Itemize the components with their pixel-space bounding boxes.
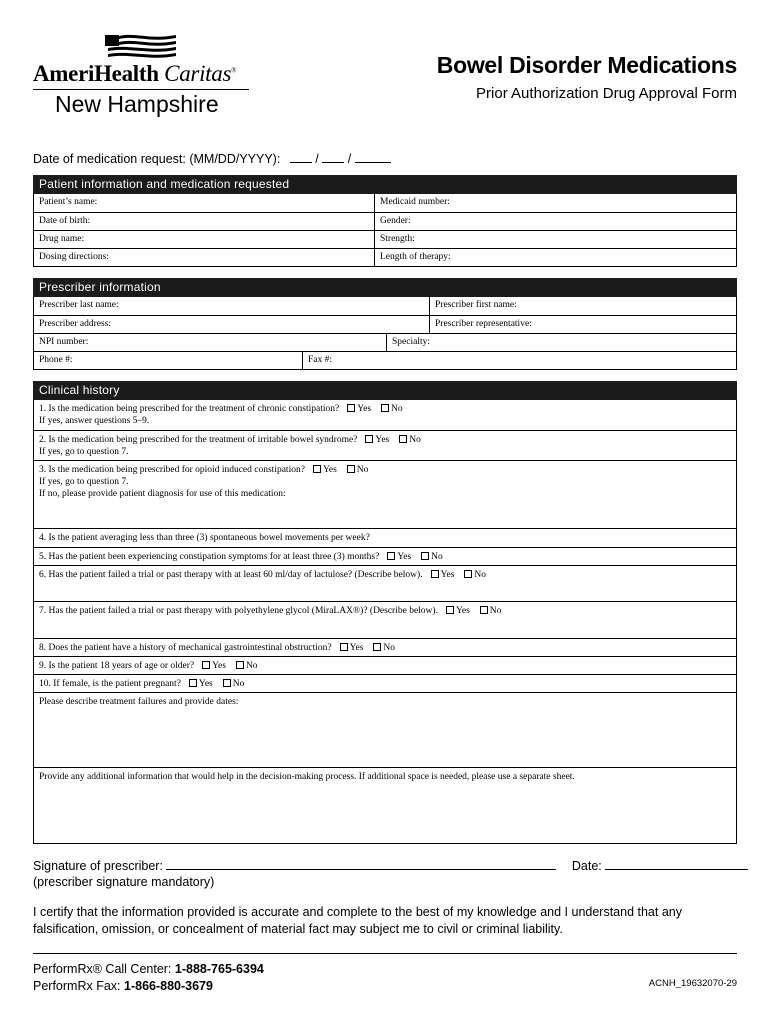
- no-checkbox[interactable]: [464, 570, 472, 578]
- question-text: 4. Is the patient averaging less than three (3) spontaneous bowel movements per week?: [39, 533, 370, 543]
- no-label: No: [383, 643, 396, 653]
- footer-divider: [33, 953, 737, 954]
- yes-label: Yes: [357, 404, 372, 414]
- question-note: If yes, answer questions 5–9.: [39, 416, 150, 426]
- question-text: 8. Does the patient have a history of mechanical gastrointestinal obstruction? Yes No: [39, 643, 396, 653]
- yes-checkbox[interactable]: [365, 435, 373, 443]
- no-label: No: [409, 435, 421, 445]
- prescriber-first-name-field[interactable]: Prescriber first name:: [429, 297, 736, 315]
- signature-note: (prescriber signature mandatory): [33, 875, 215, 889]
- prescriber-last-name-field[interactable]: Prescriber last name:: [39, 300, 119, 310]
- yes-checkbox[interactable]: [313, 465, 321, 473]
- question-row: [34, 638, 736, 656]
- no-checkbox[interactable]: [236, 661, 244, 669]
- prescriber-section: [33, 278, 737, 370]
- question-row: [34, 656, 736, 674]
- question-text: Provide any additional information that would help in the decision-making process. If additional space is needed, please use a separate sheet.: [39, 772, 575, 782]
- length-of-therapy-field[interactable]: Length of therapy:: [374, 249, 736, 266]
- prescriber-section-heading: Prescriber information: [33, 278, 737, 297]
- year-field[interactable]: [355, 153, 391, 163]
- fax-field[interactable]: Fax #:: [302, 352, 736, 369]
- table-row: [34, 194, 736, 212]
- form-title: Bowel Disorder Medications: [436, 52, 737, 78]
- medicaid-number-field[interactable]: Medicaid number:: [374, 194, 736, 212]
- brand-state: New Hampshire: [55, 91, 219, 117]
- clinical-history-heading: Clinical history: [33, 381, 737, 400]
- no-label: No: [474, 570, 487, 580]
- question-text: Please describe treatment failures and provide dates:: [39, 697, 239, 707]
- no-checkbox[interactable]: [399, 435, 407, 443]
- no-label: No: [245, 661, 258, 671]
- day-field[interactable]: [322, 153, 344, 163]
- no-checkbox[interactable]: [381, 404, 389, 412]
- question-text: 3. Is the medication being prescribed for opioid induced constipation? Yes No: [39, 465, 369, 475]
- yes-checkbox[interactable]: [340, 643, 348, 651]
- yes-label: Yes: [375, 435, 390, 445]
- question-text: 1. Is the medication being prescribed for the treatment of chronic constipation? Yes No: [39, 404, 403, 414]
- question-note: If yes, go to question 7.: [39, 477, 129, 487]
- table-row: [34, 230, 736, 248]
- prescriber-representative-field[interactable]: Prescriber representative:: [429, 316, 736, 333]
- gender-field[interactable]: Gender:: [374, 213, 736, 230]
- no-checkbox[interactable]: [421, 552, 429, 560]
- yes-checkbox[interactable]: [387, 552, 395, 560]
- yes-checkbox[interactable]: [189, 679, 197, 687]
- question-row[interactable]: [34, 767, 736, 843]
- no-label: No: [489, 606, 502, 616]
- npi-number-field[interactable]: NPI number:: [39, 337, 89, 347]
- form-subtitle: Prior Authorization Drug Approval Form: [476, 85, 737, 102]
- question-text: 10. If female, is the patient pregnant? Yes No: [39, 679, 245, 689]
- brand-name: AmeriHealth Caritas®: [33, 61, 237, 86]
- patient-name-field[interactable]: Patient’s name:: [39, 197, 98, 207]
- no-label: No: [232, 679, 245, 689]
- logo-divider: [33, 89, 249, 90]
- month-field[interactable]: [290, 153, 312, 163]
- no-label: No: [431, 552, 443, 562]
- question-note: If yes, go to question 7.: [39, 447, 129, 457]
- drug-name-field[interactable]: Drug name:: [39, 234, 85, 244]
- table-row: [34, 351, 736, 369]
- yes-label: Yes: [397, 552, 412, 562]
- yes-label: Yes: [349, 643, 364, 653]
- question-row: [34, 400, 736, 430]
- strength-field[interactable]: Strength:: [374, 231, 736, 248]
- specialty-field[interactable]: Specialty:: [386, 334, 736, 351]
- patient-section-heading: Patient information and medication requested: [33, 175, 737, 194]
- date-label: Date:: [571, 859, 602, 873]
- certification-statement: I certify that the information provided is accurate and complete to the best of my knowledge and I understand that any falsification, omission, or concealment of material fact may subject me to civil or criminal liability.: [33, 905, 682, 936]
- no-checkbox[interactable]: [373, 643, 381, 651]
- phone-field[interactable]: Phone #:: [39, 355, 73, 365]
- question-row: [34, 528, 736, 547]
- yes-label: Yes: [322, 465, 337, 475]
- signature-date-field[interactable]: [605, 858, 748, 870]
- question-row: [34, 674, 736, 692]
- question-note: If no, please provide patient diagnosis for use of this medication:: [39, 489, 286, 499]
- table-row: [34, 212, 736, 230]
- question-text: 2. Is the medication being prescribed for the treatment of irritable bowel syndrome? Yes No: [39, 435, 421, 445]
- form-id: ACNH_19632070-29: [648, 978, 737, 989]
- clinical-questions: [33, 400, 737, 844]
- yes-label: Yes: [198, 679, 213, 689]
- no-label: No: [356, 465, 369, 475]
- clinical-history-section: [33, 381, 737, 844]
- question-row: [34, 601, 736, 638]
- table-row: [34, 333, 736, 351]
- flag-icon: [105, 33, 177, 59]
- no-label: No: [391, 404, 403, 414]
- question-row: [34, 460, 736, 528]
- fax-number: 1-866-880-3679: [124, 979, 213, 993]
- signature-label: Signature of prescriber:: [33, 859, 163, 873]
- no-checkbox[interactable]: [223, 679, 231, 687]
- question-text: 5. Has the patient been experiencing constipation symptoms for at least three (3) months? Yes No: [39, 552, 443, 562]
- question-row: [34, 565, 736, 601]
- dosing-directions-field[interactable]: Dosing directions:: [39, 252, 109, 262]
- table-row: [34, 315, 736, 333]
- question-row: [34, 430, 736, 460]
- yes-checkbox[interactable]: [431, 570, 439, 578]
- signature-block: [33, 858, 737, 889]
- yes-label: Yes: [440, 570, 455, 580]
- date-of-request: Date of medication request: (MM/DD/YYYY): / /: [33, 152, 391, 166]
- call-center-line: PerformRx® Call Center: 1-888-765-6394: [33, 962, 264, 976]
- yes-label: Yes: [455, 606, 470, 616]
- table-row: [34, 248, 736, 266]
- question-text: 6. Has the patient failed a trial or past therapy with at least 60 ml/day of lactulose? (Describe below). Yes No: [39, 570, 487, 580]
- signature-field[interactable]: [166, 858, 556, 870]
- call-center-number: 1-888-765-6394: [174, 962, 264, 976]
- patient-section: [33, 175, 737, 267]
- question-row[interactable]: [34, 692, 736, 767]
- question-text: 7. Has the patient failed a trial or past therapy with polyethylene glycol (MiraLAX®)? (Describe below). Yes No: [39, 606, 502, 616]
- yes-checkbox[interactable]: [347, 404, 355, 412]
- no-checkbox[interactable]: [480, 606, 488, 614]
- amerihealth-caritas-logo: [33, 33, 258, 123]
- table-row: [34, 297, 736, 315]
- question-row: [34, 547, 736, 565]
- no-checkbox[interactable]: [347, 465, 355, 473]
- fax-line: PerformRx Fax: 1-866-880-3679: [33, 979, 213, 993]
- yes-checkbox[interactable]: [202, 661, 210, 669]
- yes-label: Yes: [212, 661, 226, 671]
- date-of-birth-field[interactable]: Date of birth:: [39, 216, 91, 226]
- prescriber-address-field[interactable]: Prescriber address:: [39, 319, 112, 329]
- question-text: 9. Is the patient 18 years of age or older? Yes No: [39, 661, 258, 671]
- yes-checkbox[interactable]: [446, 606, 454, 614]
